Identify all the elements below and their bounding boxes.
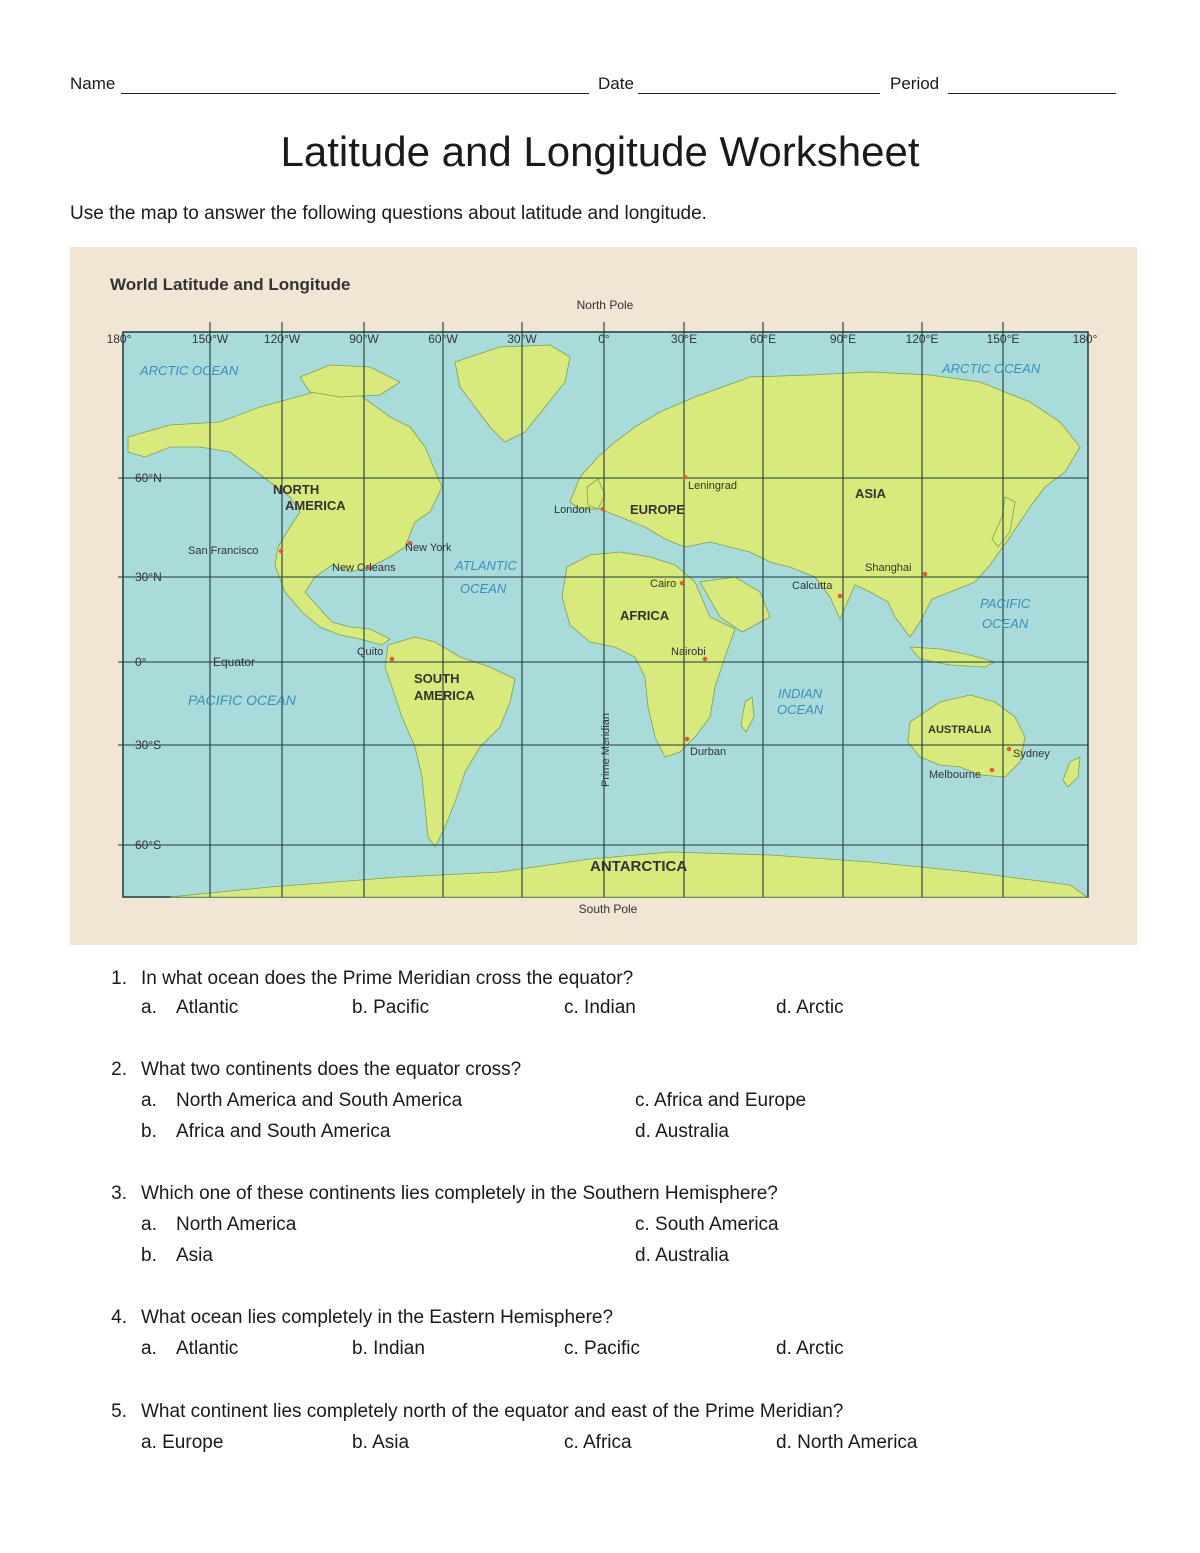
continent-label-antarctica: ANTARCTICA: [590, 858, 688, 875]
option-text: c. Indian: [564, 997, 636, 1018]
answer-option[interactable]: [564, 1338, 640, 1360]
latitude-label: 30°S: [135, 738, 162, 752]
answer-option[interactable]: [352, 1432, 409, 1454]
equator-label: Equator: [213, 655, 256, 669]
option-text: d. Australia: [635, 1121, 729, 1142]
city-label-nairobi: Nairobi: [671, 646, 706, 658]
ocean-label-indian: OCEAN: [777, 702, 824, 717]
date-blank[interactable]: [638, 93, 880, 94]
latitude-label: 30°N: [135, 570, 162, 584]
city-dot: [990, 768, 995, 773]
period-label: Period: [890, 74, 940, 93]
city-label-calcutta: Calcutta: [792, 580, 833, 592]
student-info-header: [70, 74, 1130, 98]
option-text: d. Arctic: [776, 997, 844, 1018]
longitude-label: 120°E: [905, 332, 939, 346]
answer-option[interactable]: [141, 1245, 213, 1267]
option-text: b. Pacific: [352, 997, 430, 1018]
longitude-label: 60°E: [749, 332, 777, 346]
longitude-label: 0°: [598, 332, 610, 346]
longitude-label: 150°W: [191, 332, 229, 346]
city-label-san-francisco: San Francisco: [188, 545, 259, 557]
option-letter: b.: [141, 1121, 157, 1142]
longitude-label: 90°W: [349, 332, 379, 346]
option-text: North America: [176, 1214, 297, 1235]
answer-option[interactable]: [141, 997, 238, 1019]
city-dot: [683, 475, 688, 480]
answer-option[interactable]: [564, 1432, 632, 1454]
city-dot: [279, 549, 284, 554]
ocean-label-arctic-east: ARCTIC OCEAN: [942, 361, 1041, 376]
latitude-label: 60°S: [135, 838, 162, 852]
longitude-label: 180°: [106, 332, 132, 346]
date-label: Date: [598, 74, 634, 93]
city-label-sydney: Sydney: [1013, 748, 1050, 760]
question-number: 5.: [111, 1401, 127, 1422]
ocean-label-pacific-east: PACIFIC: [980, 596, 1031, 611]
city-dot: [390, 657, 395, 662]
ocean-label-indian: INDIAN: [778, 686, 823, 701]
option-text: c. Africa and Europe: [635, 1090, 807, 1111]
instructions: Use the map to answer the following questions about latitude and longitude.: [70, 203, 707, 224]
answer-option[interactable]: [776, 1432, 918, 1454]
name-blank[interactable]: [121, 93, 589, 94]
option-text: Asia: [176, 1245, 213, 1266]
option-letter: a.: [141, 1214, 157, 1235]
answer-option[interactable]: [352, 997, 429, 1019]
longitude-label: 180°: [1072, 332, 1098, 346]
period-blank[interactable]: [948, 93, 1116, 94]
option-text: Africa and South America: [176, 1121, 391, 1142]
continent-label-australia: AUSTRALIA: [928, 724, 992, 736]
question-text: Which one of these continents lies completely in the Southern Hemisphere?: [141, 1183, 778, 1204]
continent-label-north-america: AMERICA: [285, 498, 346, 513]
option-text: a. Europe: [141, 1432, 224, 1453]
option-text: d. North America: [776, 1432, 918, 1453]
question-text: What two continents does the equator cross?: [141, 1059, 522, 1080]
city-dot: [601, 507, 606, 512]
north-pole-label: North Pole: [576, 298, 634, 312]
continent-label-south-america: SOUTH: [414, 671, 460, 686]
ocean-label-atlantic: ATLANTIC: [455, 558, 517, 573]
option-text: d. Arctic: [776, 1338, 844, 1359]
city-label-quito: Quito: [357, 646, 384, 658]
south-pole-label: South Pole: [578, 902, 638, 916]
question-text: What ocean lies completely in the Eastern Hemisphere?: [141, 1307, 614, 1328]
option-text: b. Indian: [352, 1338, 425, 1359]
option-text: c. Africa: [564, 1432, 632, 1453]
latitude-label: 60°N: [135, 471, 162, 485]
option-letter: a.: [141, 997, 157, 1018]
answer-option[interactable]: [564, 997, 636, 1019]
world-map-figure: [70, 247, 1137, 945]
longitude-label: 120°W: [263, 332, 301, 346]
latitude-label: 0°: [135, 655, 147, 669]
city-label-leningrad: Leningrad: [688, 480, 737, 492]
longitude-label: 30°W: [507, 332, 537, 346]
option-text: c. Pacific: [564, 1338, 641, 1359]
option-letter: a.: [141, 1090, 157, 1111]
question-number: 2.: [111, 1059, 127, 1080]
question-number: 3.: [111, 1183, 127, 1204]
world-map-svg: [70, 247, 1137, 945]
continent-label-south-america: AMERICA: [414, 688, 475, 703]
answer-option[interactable]: [635, 1245, 729, 1267]
city-label-shanghai: Shanghai: [865, 562, 912, 574]
option-text: North America and South America: [176, 1090, 463, 1111]
option-letter: b.: [141, 1245, 157, 1266]
page-title: Latitude and Longitude Worksheet: [280, 128, 920, 175]
question-text: In what ocean does the Prime Meridian cross the equator?: [141, 968, 634, 989]
ocean-label-pacific-east: OCEAN: [982, 616, 1029, 631]
answer-option[interactable]: [141, 1121, 390, 1143]
city-label-new-orleans: New Orleans: [332, 562, 396, 574]
option-text: Atlantic: [176, 997, 239, 1018]
answer-option[interactable]: [776, 1338, 844, 1360]
city-dot: [838, 594, 843, 599]
continent-label-europe: EUROPE: [630, 502, 685, 517]
continent-label-africa: AFRICA: [620, 608, 670, 623]
city-label-melbourne: Melbourne: [929, 769, 981, 781]
option-text: c. South America: [635, 1214, 779, 1235]
ocean-label-arctic-west: ARCTIC OCEAN: [140, 363, 239, 378]
city-label-cairo: Cairo: [650, 578, 677, 590]
longitude-label: 150°E: [986, 332, 1020, 346]
ocean-label-atlantic: OCEAN: [460, 581, 507, 596]
continent-label-north-america: NORTH: [273, 482, 320, 497]
city-label-durban: Durban: [690, 746, 727, 758]
city-dot: [680, 581, 685, 586]
city-dot: [923, 572, 928, 577]
question-number: 1.: [111, 968, 127, 989]
answer-option[interactable]: [635, 1090, 806, 1112]
name-label: Name: [70, 74, 116, 93]
question-number: 4.: [111, 1307, 127, 1328]
continent-label-asia: ASIA: [855, 486, 887, 501]
answer-option[interactable]: [635, 1121, 729, 1143]
question-text: What continent lies completely north of the equator and east of the Prime Meridian?: [141, 1401, 844, 1422]
answer-option[interactable]: [141, 1090, 462, 1112]
answer-option[interactable]: [635, 1214, 779, 1236]
option-letter: a.: [141, 1338, 157, 1359]
option-text: d. Australia: [635, 1245, 729, 1266]
answer-option[interactable]: [776, 997, 844, 1019]
prime-meridian-label: Prime Meridian: [600, 713, 612, 787]
city-dot: [1007, 747, 1012, 752]
answer-option[interactable]: [141, 1338, 238, 1360]
answer-option[interactable]: [141, 1214, 296, 1236]
longitude-label: 60°W: [428, 332, 458, 346]
longitude-label: 30°E: [670, 332, 698, 346]
city-label-london: London: [554, 504, 591, 516]
city-dot: [685, 737, 690, 742]
city-label-new-york: New York: [405, 542, 452, 554]
option-text: Atlantic: [176, 1338, 239, 1359]
ocean-label-pacific-west: PACIFIC OCEAN: [188, 692, 296, 708]
option-text: b. Asia: [352, 1432, 410, 1453]
answer-option[interactable]: [352, 1338, 425, 1360]
longitude-label: 90°E: [829, 332, 857, 346]
map-title: World Latitude and Longitude: [110, 275, 351, 294]
answer-option[interactable]: [141, 1432, 223, 1454]
